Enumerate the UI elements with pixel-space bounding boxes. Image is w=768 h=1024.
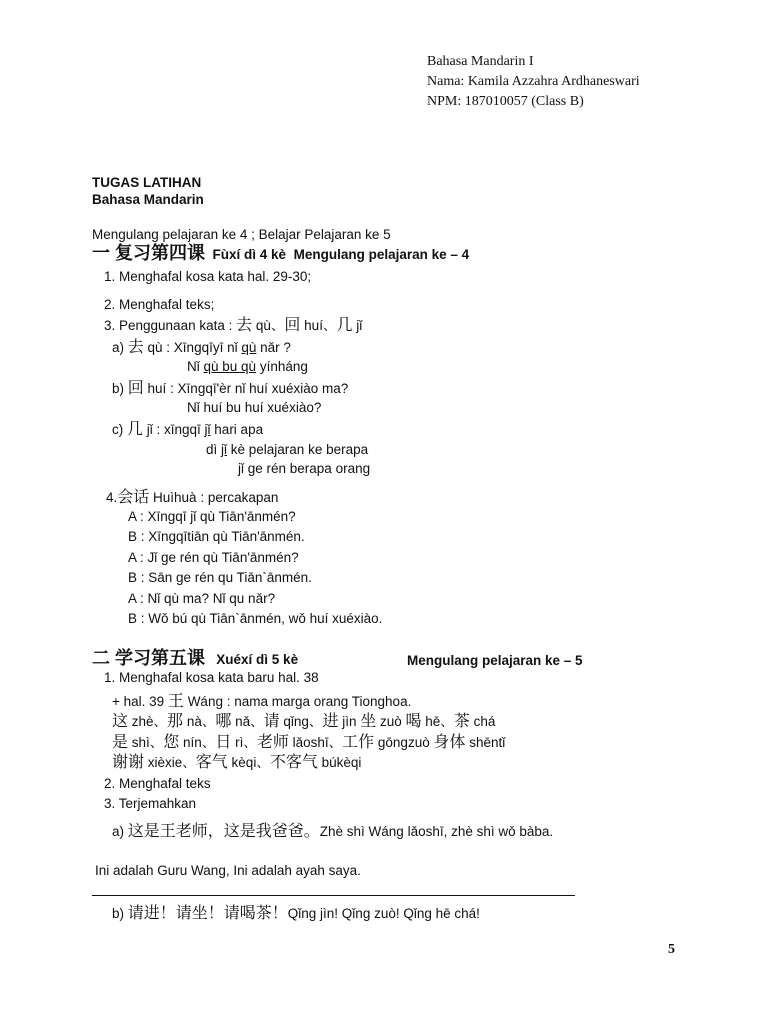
s1-c-label: c)	[112, 422, 127, 437]
doc-subtitle: Bahasa Mandarin	[92, 192, 204, 207]
section1-heading-cn: 一 复习第四课	[92, 243, 206, 263]
vocab-pinyin: xièxie、	[144, 755, 196, 770]
vocab-cn: 老师	[256, 734, 289, 751]
vocab-pinyin: nà、	[183, 714, 216, 729]
s1-c-line3: jǐ ge rén berapa orang	[238, 461, 371, 476]
s2-vocab0-post: Wáng : nama marga orang Tionghoa.	[183, 694, 412, 709]
s2-vocab-line3	[112, 754, 361, 772]
vocab-cn: 是	[112, 734, 129, 751]
vocab-cn: 茶	[453, 713, 470, 730]
vocab-cn: 坐	[360, 713, 377, 730]
s2-item3: 3. Terjemahkan	[104, 796, 197, 811]
s1-item3-t1: qù、	[252, 318, 285, 333]
section1-heading-id: Mengulang pelajaran ke – 4	[293, 247, 470, 262]
s1-item4-text: Huìhuà : percakapan	[149, 490, 279, 505]
dialog-line: A : Jǐ ge rén qù Tiān'ānmén?	[128, 550, 299, 565]
s1-item3-t3: jǐ	[352, 318, 363, 333]
s2-a-pinyin: Zhè shì Wáng lǎoshī, zhè shì wǒ bàba.	[319, 824, 554, 839]
dialog-line: B : Xīngqītiān qù Tiān'ānmén.	[128, 529, 305, 544]
s1-c-line1	[112, 421, 263, 439]
s1-a-label: a)	[112, 340, 128, 355]
s2-b-label: b)	[112, 906, 128, 921]
s1-b-line2: Nǐ huí bu huí xuéxiào?	[187, 400, 322, 415]
s1-c2-post: kè pelajaran ke berapa	[227, 442, 369, 457]
vocab-pinyin: zuò	[376, 714, 406, 729]
vocab-pinyin: shēntǐ	[465, 735, 506, 750]
dialog-line: B : Wǒ bú qù Tiān`ānmén, wǒ huí xuéxiào.	[128, 611, 383, 626]
vocab-cn: 请	[263, 713, 280, 730]
section1-heading	[92, 244, 469, 264]
s1-c-post: hari apa	[210, 422, 264, 437]
s2-vocab-line1	[112, 713, 495, 731]
section2-heading-pinyin: Xuéxí dì 5 kè	[216, 652, 299, 667]
vocab-pinyin: nín、	[179, 735, 216, 750]
course-title: Bahasa Mandarin I	[427, 54, 534, 69]
vocab-cn: 进	[322, 713, 339, 730]
vocab-pinyin: nǎ、	[231, 714, 264, 729]
vocab-pinyin: qǐng、	[279, 714, 323, 729]
s1-a2-pre: Nǐ	[187, 359, 204, 374]
s1-a-post: nǎr ?	[256, 340, 291, 355]
section2-heading-id: Mengulang pelajaran ke – 5	[407, 653, 583, 668]
s1-item4-num: 4.	[106, 490, 118, 505]
s1-item3-cn3: 几	[336, 317, 353, 334]
s1-a-pre: qù : Xīngqīyī nǐ	[143, 340, 242, 355]
student-name: Nama: Kamila Azzahra Ardhaneswari	[427, 74, 640, 89]
vocab-pinyin: chá	[469, 714, 496, 729]
answer-line	[92, 895, 575, 896]
vocab-cn: 您	[163, 734, 180, 751]
s1-a-line2	[187, 358, 308, 376]
s1-item3-cn1: 去	[236, 317, 253, 334]
vocab-cn: 工作	[342, 734, 375, 751]
s2-vocab0-cn: 王	[167, 693, 184, 710]
s1-c2-pre: dì	[206, 442, 222, 457]
dialog-line: A : Xīngqī jǐ qù Tiān'ānmén?	[128, 509, 296, 524]
s1-b-cn: 回	[127, 380, 144, 397]
vocab-cn: 喝	[405, 713, 422, 730]
vocab-pinyin: gōngzuò	[374, 735, 434, 750]
s1-a-underlined: qù	[241, 340, 257, 355]
s1-item2: 2. Menghafal teks;	[104, 297, 215, 312]
s1-c-cn: 几	[127, 421, 144, 438]
section2-heading-cn: 二 学习第五课	[92, 648, 206, 668]
s1-item3-t2: huí、	[300, 318, 337, 333]
dialog-line: B : Sān ge rén qu Tiān`ānmén.	[128, 570, 312, 585]
s1-c2-underlined: jǐ	[221, 442, 228, 457]
vocab-pinyin: jìn	[338, 714, 361, 729]
s2-vocab0-pre: + hal. 39	[112, 694, 168, 709]
s1-item1: 1. Menghafal kosa kata hal. 29-30;	[104, 269, 312, 284]
s1-item4	[106, 489, 278, 507]
s2-a-translation: Ini adalah Guru Wang, Ini adalah ayah saya.	[95, 863, 361, 878]
s2-b-line	[112, 905, 480, 923]
vocab-pinyin: zhè、	[128, 714, 168, 729]
s2-item1: 1. Menghafal kosa kata baru hal. 38	[104, 670, 319, 685]
intro-text: Mengulang pelajaran ke 4 ; Belajar Pelajaran ke 5	[92, 227, 391, 242]
s2-a-cn: 这是王老师，这是我爸爸。	[127, 823, 320, 840]
vocab-cn: 不客气	[269, 754, 318, 771]
vocab-cn: 谢谢	[112, 754, 145, 771]
s1-item3-cn2: 回	[284, 317, 301, 334]
section2-heading	[92, 649, 298, 669]
s1-item4-cn: 会话	[117, 489, 150, 506]
vocab-cn: 这	[112, 713, 129, 730]
s1-b-line1	[112, 380, 348, 398]
s1-a-cn: 去	[127, 339, 144, 356]
page-number: 5	[668, 942, 675, 957]
s1-a2-post: yínháng	[256, 359, 308, 374]
s2-b-cn: 请进！请坐！请喝茶！	[127, 905, 288, 922]
s2-item2: 2. Menghafal teks	[104, 776, 211, 791]
s2-a-line	[112, 823, 553, 841]
vocab-pinyin: hē、	[421, 714, 454, 729]
s1-a-line1	[112, 339, 291, 357]
s1-c-line2	[206, 441, 368, 459]
vocab-pinyin: lǎoshī、	[288, 735, 343, 750]
s2-b-pinyin: Qǐng jìn! Qǐng zuò! Qǐng hē chá!	[287, 906, 480, 921]
s2-vocab-line2	[112, 734, 505, 752]
s1-c-underlined: jǐ	[204, 422, 211, 437]
s1-item3	[104, 317, 362, 335]
s1-a2-underlined: qù bu qù	[203, 359, 257, 374]
vocab-pinyin: búkèqi	[317, 755, 362, 770]
s1-b-text: huí : Xīngqī'èr nǐ huí xuéxiào ma?	[143, 381, 349, 396]
vocab-cn: 身体	[433, 734, 466, 751]
dialog-line: A : Nǐ qù ma? Nǐ qu nǎr?	[128, 591, 276, 606]
s2-vocab-line0	[112, 693, 411, 711]
vocab-pinyin: kèqi、	[227, 755, 270, 770]
doc-title: TUGAS LATIHAN	[92, 175, 202, 190]
s1-item3-pre: 3. Penggunaan kata :	[104, 318, 237, 333]
vocab-pinyin: rì、	[231, 735, 257, 750]
vocab-cn: 日	[215, 734, 232, 751]
s1-c-pre: jǐ : xīngqī	[143, 422, 205, 437]
student-npm: NPM: 187010057 (Class B)	[427, 94, 584, 109]
vocab-cn: 客气	[195, 754, 228, 771]
vocab-cn: 哪	[215, 713, 232, 730]
vocab-cn: 那	[167, 713, 184, 730]
section1-heading-pinyin: Fùxí dì 4 kè	[212, 247, 287, 262]
s1-b-label: b)	[112, 381, 128, 396]
vocab-pinyin: shì、	[128, 735, 164, 750]
s2-a-label: a)	[112, 824, 128, 839]
